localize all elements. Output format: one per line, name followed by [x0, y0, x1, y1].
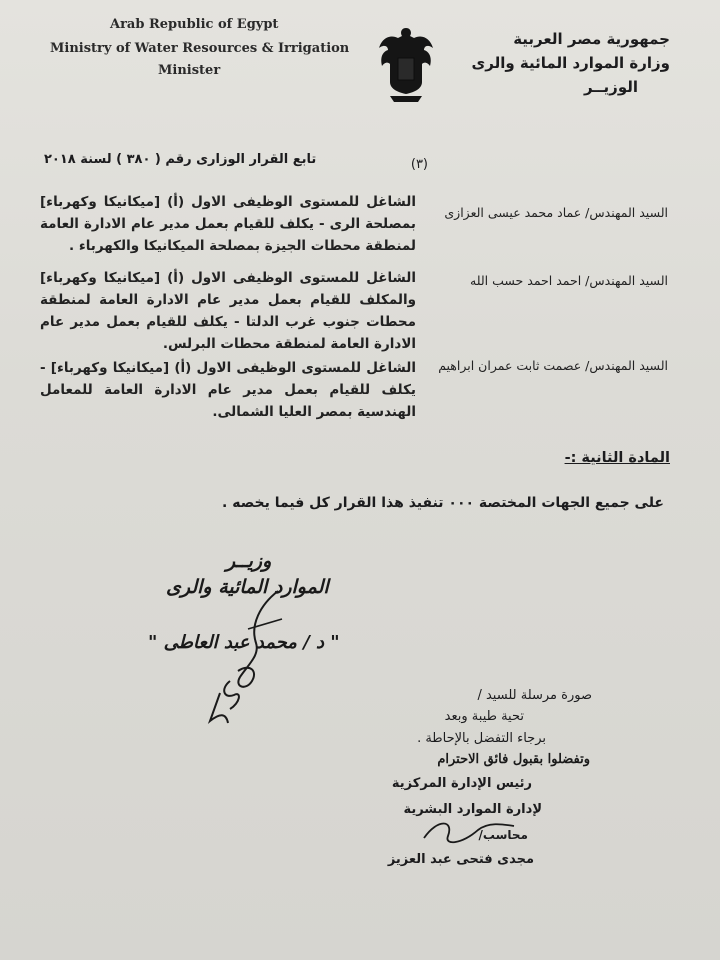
signature-name: " د / محمد عبد العاطى " [148, 632, 340, 653]
accountant-signature [418, 808, 518, 852]
signer-title-1: رئيس الإدارة المركزية [391, 776, 532, 791]
signature-ministry: الموارد المائية والرى [166, 576, 329, 598]
appointment-text-3: الشاغل للمستوى الوظيفى الاول (أ) [ميكانيكا وكهرباء] - يكلف للقيام بعمل مدير عام الادارة العامة للمعامل الهندسية بمصر العليا الشمالى. [40, 360, 416, 420]
appointment-text-1: الشاغل للمستوى الوظيفى الاول (أ) [ميكانيكا وكهرباء] بمصلحة الرى - يكلف للقيام بعمل مدير عام الادارة العامة لمنطقة محطات الجيزة بمصلحة الميكانيكا والكهرباء . [40, 194, 416, 254]
closing-line: وتفضلوا بقبول فائق الاحترام [437, 752, 590, 767]
handwritten-signature [190, 585, 300, 735]
signer-title-2: لإدارة الموارد البشرية [403, 802, 542, 817]
greeting: تحية طيبة وبعد [444, 709, 524, 724]
decree-reference: تابع القرار الوزارى رقم ( ٣٨٠ ) لسنة ٢٠١٨ [44, 152, 317, 167]
page-number: (٣) [410, 157, 428, 172]
article-two-text: على جميع الجهات المختصة ٠٠٠ تنفيذ هذا القرار كل فيما يخصه . [222, 495, 664, 511]
appointee-name-1: السيد المهندس/ عماد محمد عيسى العزازى [444, 205, 668, 220]
header-ministry-en: Ministry of Water Resources & Irrigation [50, 41, 350, 56]
header-country-ar: جمهورية مصر العربية [513, 30, 670, 48]
appointee-name-3: السيد المهندس/ عصمت ثابت عمران ابراهيم [438, 358, 668, 373]
signer-role: محاسب/ [478, 828, 528, 842]
request-line: برجاء التفضل بالإحاطة . [417, 731, 546, 746]
copy-to-label: صورة مرسلة للسيد / [477, 688, 592, 703]
header-title-ar: الوزيــر [583, 78, 638, 96]
eagle-emblem-icon [376, 24, 436, 104]
appointee-name-2: السيد المهندس/ احمد احمد حسب الله [470, 273, 668, 288]
appointment-text-2: الشاغل للمستوى الوظيفى الاول (أ) [ميكانيكا وكهرباء] والمكلف للقيام بعمل مدير عام الادارة العامة لمنطقة محطات جنوب غرب الدلتا - يكلف للقيام بعمل مدير عام الادارة العامة لمنطقة محطات البرلس. [40, 270, 416, 352]
signer-name: مجدى فتحى عبد العزيز [387, 852, 534, 867]
header-country-en: Arab Republic of Egypt [110, 17, 279, 32]
article-two-heading: المادة الثانية :- [564, 450, 670, 466]
header-ministry-ar: وزارة الموارد المائية والرى [471, 54, 670, 72]
signature-title: وزيــر [226, 550, 272, 572]
header-title-en: Minister [158, 63, 221, 78]
